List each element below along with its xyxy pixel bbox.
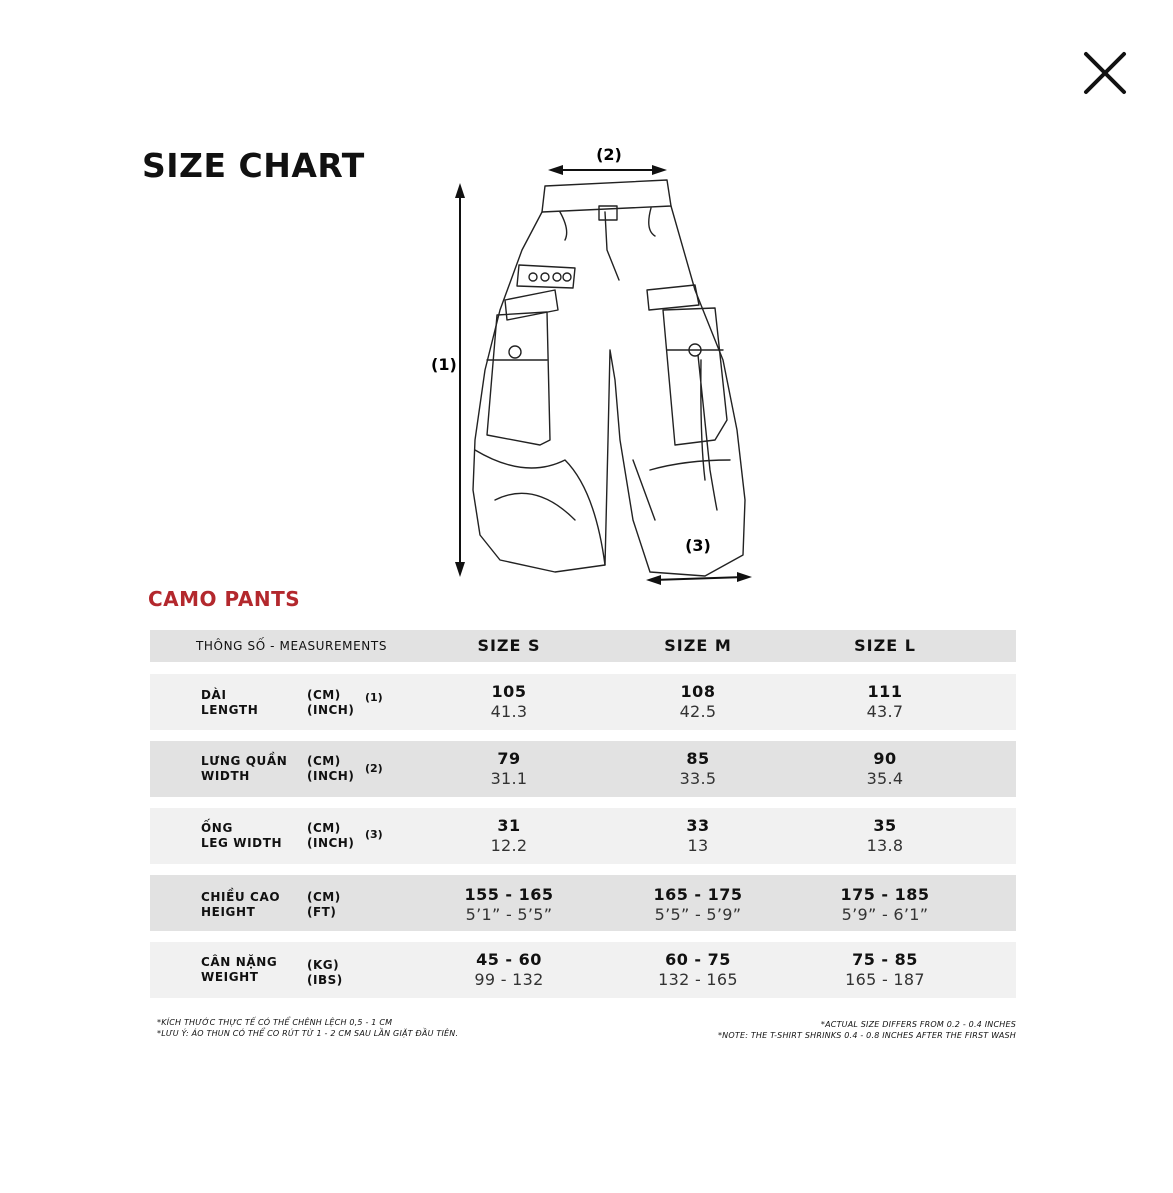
header-measurements-label: THÔNG SỐ - MEASUREMENTS xyxy=(196,639,388,653)
header-size-l: SIZE L xyxy=(854,636,916,655)
row-ref: (3) xyxy=(365,828,383,841)
close-button[interactable] xyxy=(1078,46,1132,100)
footnote-en: *ACTUAL SIZE DIFFERS FROM 0.2 - 0.4 INCHES *NOTE: THE T-SHIRT SHRINKS 0.4 - 0.8 INCHES AFTER THE FIRST WASH xyxy=(717,1020,1016,1040)
cell-m: 165 - 175 5’5” - 5’9” xyxy=(653,885,743,924)
width-marker: (2) xyxy=(596,145,622,164)
row-label: CÂN NẶNG WEIGHT xyxy=(201,955,278,984)
cell-s: 155 - 165 5’1” - 5’5” xyxy=(464,885,554,924)
cell-l: 90 35.4 xyxy=(866,749,904,788)
cell-m: 85 33.5 xyxy=(679,749,717,788)
cell-s: 31 12.2 xyxy=(490,816,528,855)
row-label: DÀI LENGTH xyxy=(201,688,259,717)
row-units: (CM) (INCH) xyxy=(307,754,355,783)
row-label: LƯNG QUẦN WIDTH xyxy=(201,754,288,783)
product-name: CAMO PANTS xyxy=(148,587,301,611)
pants-diagram xyxy=(405,140,785,590)
row-units: (KG) (IBS) xyxy=(307,958,343,987)
cell-m: 33 13 xyxy=(686,816,710,855)
table-row-weight xyxy=(150,942,1016,998)
table-row-leg-width xyxy=(150,808,1016,864)
header-size-s: SIZE S xyxy=(477,636,541,655)
row-ref: (1) xyxy=(365,691,383,704)
cell-m: 108 42.5 xyxy=(679,682,717,721)
cell-m: 60 - 75 132 - 165 xyxy=(658,950,738,989)
leg-marker: (3) xyxy=(685,536,711,555)
row-label: ỐNG LEG WIDTH xyxy=(201,821,283,850)
table-row-height xyxy=(150,875,1016,931)
cell-s: 79 31.1 xyxy=(490,749,528,788)
cell-l: 111 43.7 xyxy=(866,682,904,721)
cell-l: 35 13.8 xyxy=(866,816,904,855)
row-label: CHIỀU CAO HEIGHT xyxy=(201,890,281,919)
row-units: (CM) (INCH) xyxy=(307,821,355,850)
cell-s: 105 41.3 xyxy=(490,682,528,721)
footnote-vi: *KÍCH THƯỚC THỰC TẾ CÓ THỂ CHÊNH LỆCH 0,5 - 1 CM *LƯU Ý: ÁO THUN CÓ THỂ CO RÚT TỪ 1 - 2 CM SAU LẦN GIẶT ĐẦU TIÊN. xyxy=(157,1018,459,1038)
table-header xyxy=(150,630,1016,662)
table-row-length xyxy=(150,674,1016,730)
length-marker: (1) xyxy=(431,355,457,374)
cell-l: 175 - 185 5’9” - 6’1” xyxy=(840,885,930,924)
row-units: (CM) (INCH) xyxy=(307,688,355,717)
close-icon xyxy=(1078,46,1132,100)
row-units: (CM) (FT) xyxy=(307,890,341,919)
row-ref: (2) xyxy=(365,762,383,775)
header-size-m: SIZE M xyxy=(664,636,732,655)
cell-l: 75 - 85 165 - 187 xyxy=(845,950,925,989)
cell-s: 45 - 60 99 - 132 xyxy=(474,950,544,989)
page-title: SIZE CHART xyxy=(142,146,365,185)
table-row-width xyxy=(150,741,1016,797)
